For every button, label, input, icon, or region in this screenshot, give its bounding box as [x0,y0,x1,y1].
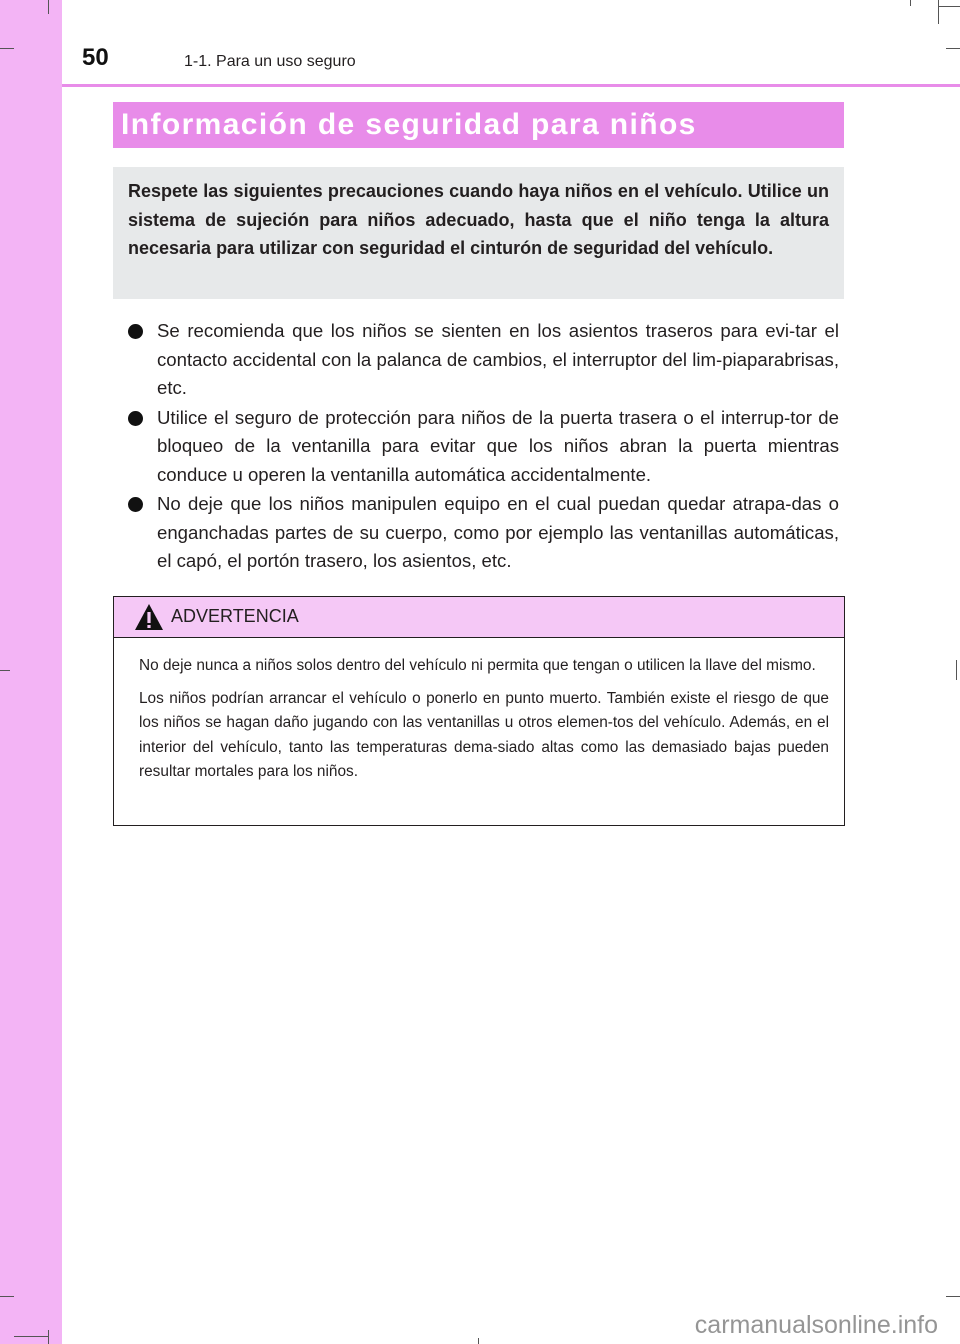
crop-mark [956,660,957,680]
bullet-icon [128,411,143,426]
list-item [128,404,839,490]
watermark: carmanualsonline.info [694,1311,938,1339]
list-item-text: Se recomienda que los niños se sienten en los asientos traseros para evi-tar el contacto accidental con la palanca de cambios, el interruptor del lim-piaparabrisas, etc. [157,320,839,398]
crop-mark [14,1336,48,1337]
page-number: 50 [82,44,109,71]
list-item [128,317,839,403]
warning-body [114,638,844,785]
warning-paragraph: Los niños podrían arrancar el vehículo o ponerlo en punto muerto. También existe el riesgo de que los niños se hagan daño jugando con las ventanillas u otros elemen-tos del vehículo. Además, en el interior del vehículo, tanto las temperaturas dema-siado altas como las demasiado bajas pueden resultar mortales para los niños. [139,689,829,780]
crop-mark [938,6,960,7]
crop-mark [910,0,911,6]
list-item [128,490,839,576]
chapter-side-tab [0,0,62,1344]
crop-mark [0,48,14,49]
crop-mark [0,670,10,671]
header-divider [62,84,960,87]
crop-mark [48,1330,49,1344]
precautions-list [128,317,839,577]
page-title: Información de seguridad para niños [121,108,697,141]
warning-paragraph: No deje nunca a niños solos dentro del vehículo ni permita que tengan o utilicen la llave del mismo. [139,657,816,674]
section-title-bar [113,102,844,148]
warning-header [114,597,844,638]
crop-mark [946,1296,960,1297]
section-breadcrumb: 1-1. Para un uso seguro [184,53,356,70]
warning-box [113,596,845,826]
list-item-text: No deje que los niños manipulen equipo en el cual puedan quedar atrapa-das o enganchadas partes de su cuerpo, como por ejemplo las ventanillas automáticas, el capó, el portón trasero, los asientos, etc. [157,493,839,571]
intro-text: Respete las siguientes precauciones cuando haya niños en el vehículo. Utilice un sistema de sujeción para niños adecuado, hasta que el niño tenga la altura necesaria para utilizar con seguridad el cinturón de seguridad del vehículo. [128,181,829,258]
crop-mark [478,1338,479,1344]
crop-mark [938,0,939,24]
bullet-icon [128,324,143,339]
warning-label: ADVERTENCIA [171,606,299,626]
list-item-text: Utilice el seguro de protección para niños de la puerta trasera o el interrup-tor de bloqueo de la ventanilla para evitar que los niños abran la puerta mientras conduce u operen la ventanilla automática accidentalmente. [157,406,839,485]
bullet-icon [128,497,143,512]
crop-mark [0,1296,14,1297]
warning-triangle-icon [134,603,164,631]
intro-box [113,167,844,299]
crop-mark [48,0,49,14]
crop-mark [946,48,960,49]
